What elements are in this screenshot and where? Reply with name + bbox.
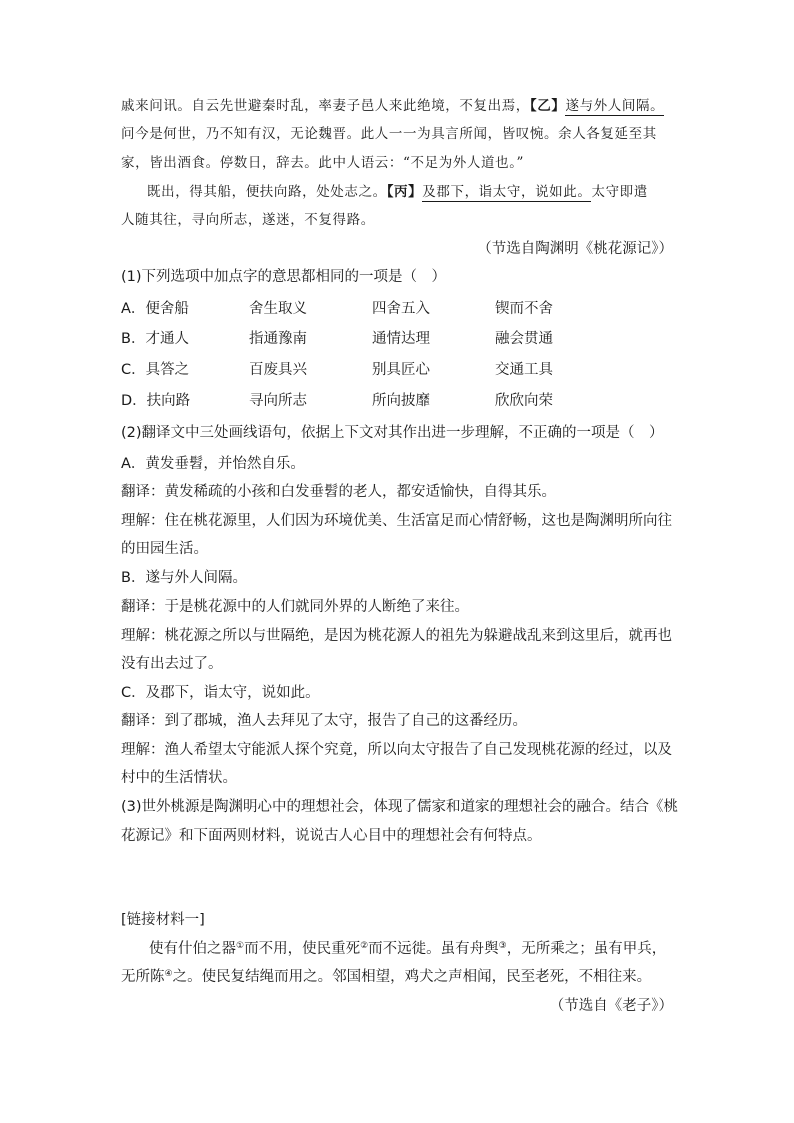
passage-text: 既出，得其船，便扶向路，处处志之。 bbox=[147, 184, 387, 200]
q3-stem-cont: 花源记》和下面两则材料，说说古人心目中的理想社会有何特点。 bbox=[121, 828, 542, 844]
q2-option-a-title: A．黄发垂髫，并怡然自乐。 bbox=[121, 456, 305, 472]
q2-option-a-translation: 翻译：黄发稀疏的小孩和白发垂髫的老人，都安适愉快，自得其乐。 bbox=[121, 484, 556, 500]
footnote-marker: ③ bbox=[498, 941, 507, 951]
q2-option-c-understanding: 理解：渔人希望太守能派人探个究竟，所以向太守报告了自己发现桃花源的经过，以及 bbox=[121, 742, 672, 758]
option-word: 别具匠心 bbox=[372, 362, 430, 378]
q2-option-b-translation: 翻译：于是桃花源中的人们就同外界的人断绝了来往。 bbox=[121, 599, 469, 615]
option-word: 通情达理 bbox=[372, 331, 430, 347]
q2-option-c-title: C．及郡下，诣太守，说如此。 bbox=[121, 685, 320, 701]
q2-option-c-understanding-cont: 村中的生活情状。 bbox=[121, 770, 237, 786]
option-word: 融会贯通 bbox=[495, 331, 553, 347]
option-label: C．具答之 bbox=[121, 362, 190, 378]
underlined-sentence-yi: 遂与外人间隔。 bbox=[565, 98, 665, 114]
option-word: 锲而不舍 bbox=[495, 301, 553, 317]
q2-option-c-translation: 翻译：到了郡城，渔人去拜见了太守，报告了自己的这番经历。 bbox=[121, 713, 527, 729]
q1-option-a bbox=[121, 299, 673, 319]
option-word: 四舍五入 bbox=[372, 301, 430, 317]
passage-line-2: 问今是何世，乃不知有汉，无论魏晋。此人一一为具言所闻，皆叹惋。余人各复延至其 bbox=[121, 126, 657, 142]
option-word: 舍生取义 bbox=[249, 301, 307, 317]
option-label: A．便舍船 bbox=[121, 301, 189, 317]
q1-option-b bbox=[121, 329, 673, 349]
passage-line-1 bbox=[121, 96, 664, 116]
marker-bing: 【丙】 bbox=[386, 184, 423, 200]
option-word: 欣欣向荣 bbox=[495, 393, 553, 409]
passage-line-5: 人随其往，寻向所志，遂迷，不复得路。 bbox=[121, 212, 375, 228]
passage-source: （节选自陶渊明《桃花源记》） bbox=[477, 241, 673, 257]
q2-option-b-title: B．遂与外人间隔。 bbox=[121, 570, 247, 586]
q1-stem: (1)下列选项中加点字的意思都相同的一项是（ ） bbox=[121, 269, 447, 285]
footnote-marker: ① bbox=[236, 941, 245, 951]
passage-text: 太守即遣 bbox=[591, 184, 648, 200]
underlined-sentence-bing: 及郡下，诣太守，说如此。 bbox=[422, 184, 592, 200]
material-1-line-1 bbox=[149, 939, 666, 959]
footnote-marker: ④ bbox=[164, 969, 173, 979]
material-text: 使有什伯之器 bbox=[149, 941, 236, 957]
option-word: 交通工具 bbox=[495, 362, 553, 378]
material-text: 之。使民复结绳而用之。邻国相望，鸡犬之声相闻，民至老死，不相往来。 bbox=[172, 969, 652, 985]
option-word: 寻向所志 bbox=[249, 393, 307, 409]
material-text: 而不远徙。虽有舟舆 bbox=[368, 941, 499, 957]
option-label: B．才通人 bbox=[121, 331, 189, 347]
material-text: 无所陈 bbox=[121, 969, 165, 985]
footnote-marker: ② bbox=[360, 941, 369, 951]
marker-yi: 【乙】 bbox=[529, 98, 566, 114]
q3-stem: (3)世外桃源是陶渊明心中的理想社会，体现了儒家和道家的理想社会的融合。结合《桃 bbox=[121, 799, 679, 815]
material-1-source: （节选自《老子》） bbox=[549, 998, 673, 1014]
material-text: ，无所乘之；虽有甲兵， bbox=[506, 941, 667, 957]
q1-option-d bbox=[121, 391, 673, 411]
option-label: D．扶向路 bbox=[121, 393, 191, 409]
passage-line-3: 家，皆出酒食。停数日，辞去。此中人语云：“不足为外人道也。” bbox=[121, 155, 525, 171]
material-1-title: [链接材料一] bbox=[121, 912, 205, 928]
passage-line-4 bbox=[147, 182, 648, 202]
q1-option-c bbox=[121, 360, 673, 380]
q2-option-a-understanding: 理解：住在桃花源里，人们因为环境优美、生活富足而心情舒畅，这也是陶渊明所向往 bbox=[121, 513, 672, 529]
q2-option-b-understanding-cont: 没有出去过了。 bbox=[121, 656, 223, 672]
q2-option-b-understanding: 理解：桃花源之所以与世隔绝，是因为桃花源人的祖先为躲避战乱来到这里后，就再也 bbox=[121, 628, 672, 644]
q2-stem: (2)翻译文中三处画线语句，依据上下文对其作出进一步理解，不正确的一项是（ ） bbox=[121, 425, 664, 441]
material-1-line-2 bbox=[121, 967, 651, 987]
option-word: 百废具兴 bbox=[249, 362, 307, 378]
passage-text: 戚来问讯。自云先世避秦时乱，率妻子邑人来此绝境，不复出焉， bbox=[121, 98, 530, 114]
option-word: 指通豫南 bbox=[249, 331, 307, 347]
option-word: 所向披靡 bbox=[372, 393, 430, 409]
q2-option-a-understanding-cont: 的田园生活。 bbox=[121, 541, 208, 557]
material-text: 而不用，使民重死 bbox=[244, 941, 361, 957]
